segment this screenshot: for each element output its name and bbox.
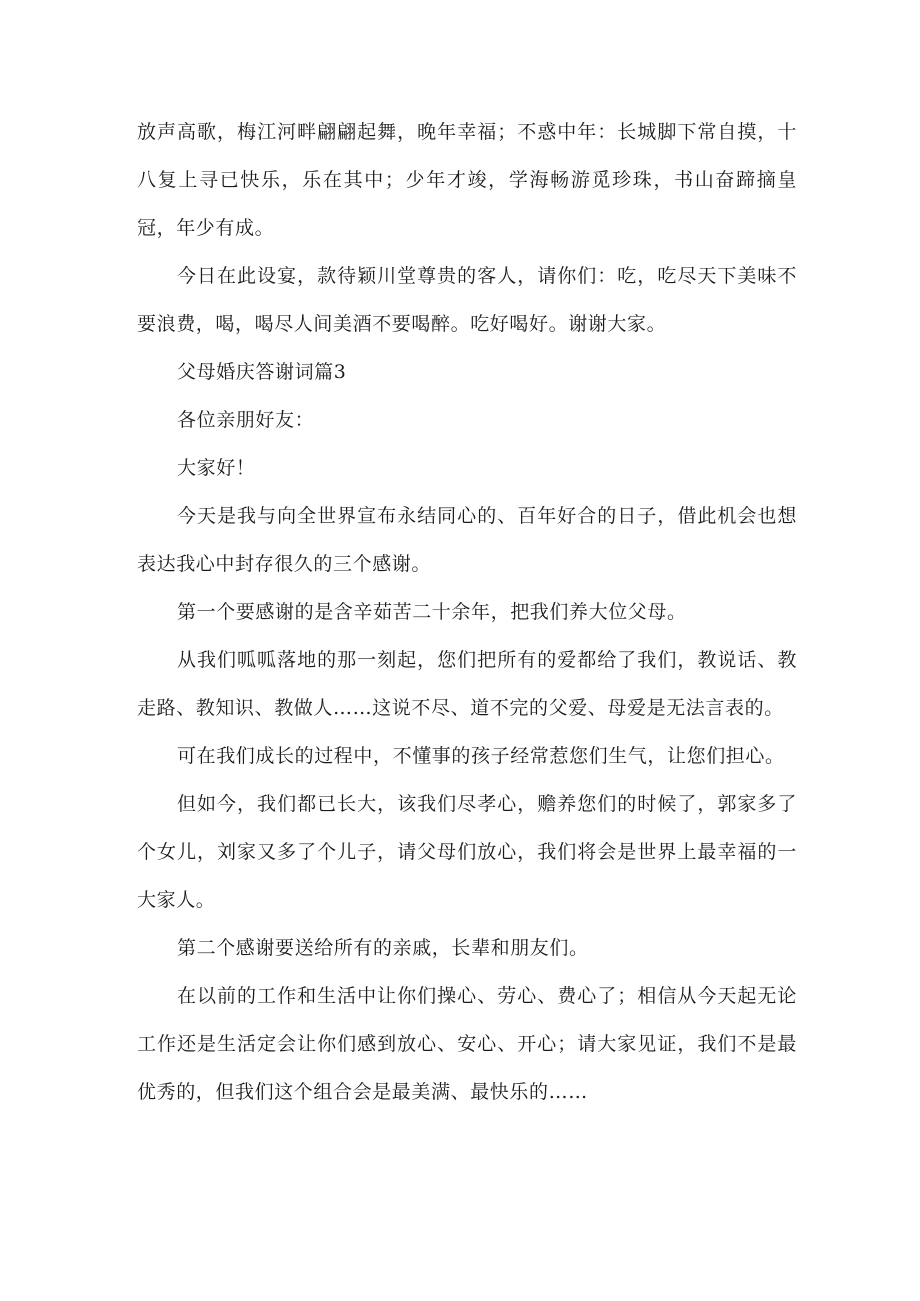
- paragraph-childhood: 从我们呱呱落地的那一刻起，您们把所有的爱都给了我们，教说话、教走路、教知识、教做人……这说不尽、道不完的父爱、母爱是无法言表的。: [137, 649, 797, 719]
- paragraph-2: 今日在此设宴，款待颖川堂尊贵的客人，请你们：吃，吃尽天下美味不要浪费，喝，喝尽人间美酒不要喝醉。吃好喝好。谢谢大家。: [137, 265, 797, 335]
- paragraph-growing-up: 可在我们成长的过程中，不懂事的孩子经常惹您们生气，让您们担心。: [177, 745, 785, 767]
- paragraph-thanks-relatives: 第二个感谢要送给所有的亲戚，长辈和朋友们。: [177, 937, 589, 959]
- section-heading: 父母婚庆答谢词篇3: [177, 361, 347, 383]
- paragraph-witness: 在以前的工作和生活中让你们操心、劳心、费心了；相信从今天起无论工作还是生活定会让你们感到放心、安心、开心；请大家见证，我们不是最优秀的，但我们这个组合会是最美满、最快乐的……: [137, 985, 797, 1103]
- paragraph-now: 但如今，我们都已长大，该我们尽孝心，赡养您们的时候了，郭家多了个女儿，刘家又多了个儿子，请父母们放心，我们将会是世界上最幸福的一大家人。: [137, 793, 797, 911]
- paragraph-1: 放声高歌，梅江河畔翩翩起舞，晚年幸福；不惑中年：长城脚下常自摸，十八复上寻已快乐，乐在其中；少年才竣，学海畅游觅珍珠，书山奋蹄摘皇冠，年少有成。: [137, 121, 797, 239]
- salutation: 各位亲朋好友：: [177, 409, 315, 431]
- paragraph-thanks-parents: 第一个要感谢的是含辛茹苦二十余年，把我们养大位父母。: [177, 601, 687, 623]
- paragraph-intro: 今天是我与向全世界宣布永结同心的、百年好合的日子，借此机会也想表达我心中封存很久的三个感谢。: [137, 505, 797, 575]
- document-body: [137, 108, 797, 1116]
- greeting: 大家好！: [177, 457, 256, 479]
